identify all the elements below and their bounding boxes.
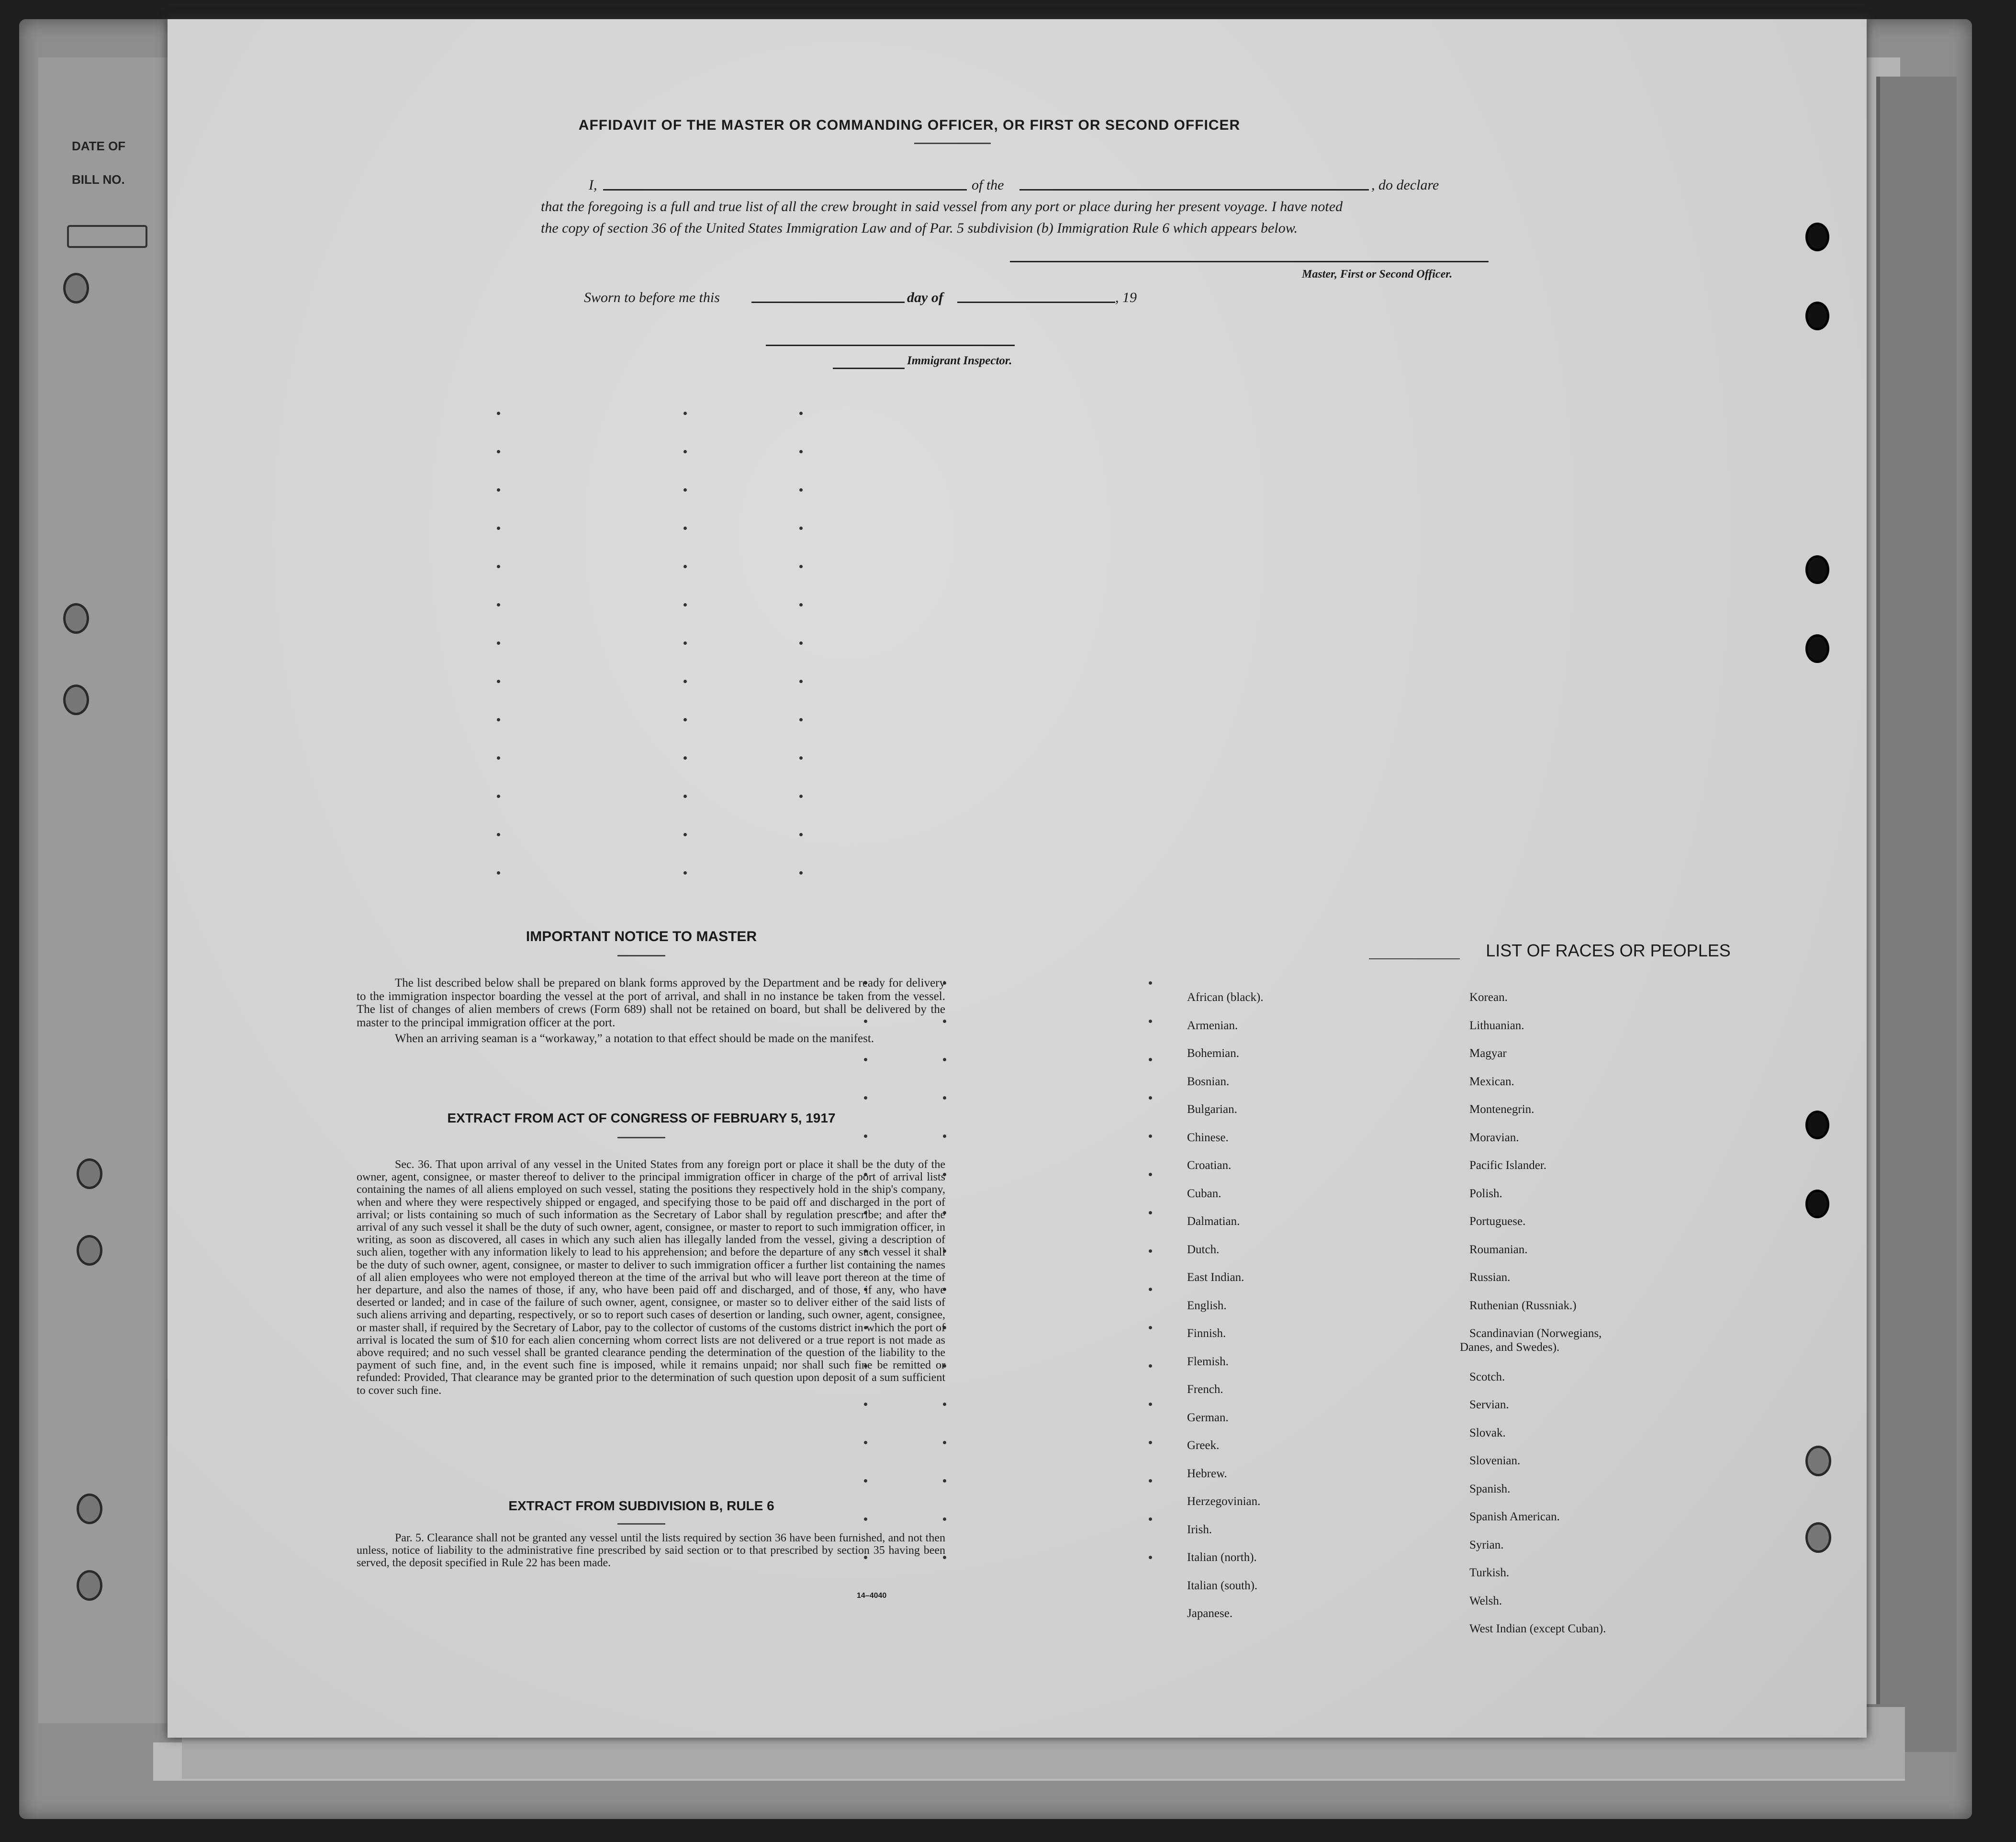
act-extract-text [357, 1158, 945, 1397]
affidavit-i-label: I, [589, 177, 597, 193]
race-item: English. [1187, 1299, 1227, 1312]
race-item: Ruthenian (Russniak.) [1469, 1299, 1577, 1312]
dot [943, 1058, 946, 1061]
dot [943, 1517, 946, 1521]
sworn-label: Sworn to before me this [584, 290, 720, 305]
race-item: Bosnian. [1187, 1075, 1230, 1088]
dot [1149, 1211, 1152, 1214]
dot [799, 641, 803, 645]
dot [1149, 1517, 1152, 1521]
dot [683, 833, 687, 836]
race-item: Herzegovinian. [1187, 1495, 1261, 1508]
affidavit-do-declare: , do declare [1371, 177, 1439, 193]
dot [799, 833, 803, 836]
notice-paragraph-1: The list described below shall be prepared on blank forms approved by the Department and be ready for delivery to the immigration inspector boarding the vessel at the port of arrival, and shall in no instance be taken from the vessel. The list of changes of alien members of crews (Form 689) shall not be retained on board, but shall be delivered by the master to the principal immigration officer at the port. [357, 977, 945, 1029]
dot [1149, 1326, 1152, 1329]
punch-hole [63, 273, 89, 303]
dot [799, 565, 803, 568]
dot [497, 871, 500, 875]
punch-hole [1805, 1446, 1831, 1476]
margin-stamp-box [67, 225, 147, 248]
dot [864, 1058, 867, 1061]
act-extract-title: EXTRACT FROM ACT OF CONGRESS OF FEBRUARY 5, 1917 [447, 1111, 836, 1125]
inspector-rule [833, 368, 905, 369]
form-number: 14–4040 [857, 1592, 887, 1600]
dot [943, 1441, 946, 1444]
dot [799, 718, 803, 721]
punch-hole [1805, 223, 1829, 251]
dot [799, 680, 803, 683]
dot [683, 680, 687, 683]
dot [799, 756, 803, 760]
inspector-signature-field[interactable] [766, 345, 1015, 346]
race-item: Spanish American. [1469, 1510, 1560, 1523]
race-item: Japanese. [1187, 1607, 1233, 1620]
race-item: Finnish. [1187, 1327, 1226, 1340]
dot [683, 641, 687, 645]
dot [683, 718, 687, 721]
race-item: Chinese. [1187, 1131, 1229, 1144]
dot [864, 1517, 867, 1521]
dot [497, 527, 500, 530]
dot [683, 756, 687, 760]
affidavit-line-2: that the foregoing is a full and true list of all the crew brought in said vessel from any port or place during her present voyage. I have noted [541, 199, 1343, 214]
dot [1149, 1403, 1152, 1406]
rule-extract-title: EXTRACT FROM SUBDIVISION B, RULE 6 [508, 1498, 774, 1513]
dot [864, 1479, 867, 1483]
race-item: Turkish. [1469, 1566, 1510, 1579]
punch-hole [77, 1158, 102, 1189]
race-item: Slovak. [1469, 1426, 1506, 1439]
signature-caption: Master, First or Second Officer. [1302, 268, 1453, 281]
manifest-sheet [168, 19, 1867, 1738]
dot [943, 1403, 946, 1406]
dot [799, 527, 803, 530]
dot [497, 641, 500, 645]
dot [943, 1134, 946, 1138]
race-item: Greek. [1187, 1439, 1220, 1452]
race-item: Servian. [1469, 1398, 1509, 1411]
dot [943, 1479, 946, 1483]
act-section-36: Sec. 36. That upon arrival of any vessel in the United States from any foreign port or place it shall be the duty of the owner, agent, consignee, or master thereof to deliver to the principal immigration officer in charge of the port of arrival lists containing the names of all aliens employed on such vessel, stating the positions they respectively hold in the ship's company, when and where they were respectively shipped or engaged, and specifying those to be paid off and discharged in the port of arrival; or lists containing so much of such information as the Secretary of Labor shall by regulation prescribe; and after the arrival of any such vessel it shall be the duty of such owner, agent, consignee, or master to report to such immigration officer, in writing, as soon as discovered, all cases in which any such alien has illegally landed from the vessel, giving a description of such alien, together with any information likely to lead to his apprehension; and before the departure of any such vessel it shall be the duty of such owner, agent, consignee, or master to deliver to such immigration officer a further list containing the names of all alien employees who were not employed thereon at the time of the arrival but who will leave port thereon at the time of her departure, and also the names of those, if any, who have been paid off and discharged, and of those, if any, who have deserted or landed; and in case of the failure of such owner, agent, consignee, or master so to deliver either of the said lists of such aliens arriving and departing, respectively, or so to report such cases of desertion or landing, such owner, agent, consignee, or master shall, if required by the Secretary of Labor, pay to the collector of customs of the customs district in which the port of arrival is located the sum of $10 for each alien concerning whom correct lists are not delivered or a true report is not made as above required; and no such vessel shall be granted clearance pending the determination of the question of the liability to the payment of such fine, and, in the event such fine is imposed, while it remains unpaid; nor shall such fine be remitted or refunded: Provided, That clearance may be granted prior to the determination of such question upon deposit of a sum sufficient to cover such fine. [357, 1158, 945, 1397]
inspector-caption: Immigrant Inspector. [907, 354, 1012, 367]
race-item: African (black). [1187, 991, 1264, 1004]
dot [1149, 1249, 1152, 1253]
race-item: German. [1187, 1411, 1229, 1424]
dot [497, 795, 500, 798]
dot [864, 1403, 867, 1406]
race-item: Hebrew. [1187, 1467, 1227, 1480]
dot [1149, 1556, 1152, 1559]
dot [1149, 1134, 1152, 1138]
affidavit-of-the: of the [972, 177, 1004, 193]
punch-hole [77, 1570, 102, 1601]
master-signature-field[interactable] [1010, 261, 1489, 262]
dot [497, 450, 500, 453]
dot [1149, 1058, 1152, 1061]
race-item: Montenegrin. [1469, 1103, 1534, 1116]
punch-hole [1805, 634, 1829, 663]
dot [1149, 1020, 1152, 1023]
affidavit-title: AFFIDAVIT OF THE MASTER OR COMMANDING OFFICER, OR FIRST OR SECOND OFFICER [578, 117, 1241, 133]
race-item: Polish. [1469, 1187, 1502, 1200]
race-item: Magyar [1469, 1047, 1507, 1060]
punch-hole [1805, 302, 1829, 330]
race-item: Bohemian. [1187, 1047, 1240, 1060]
punch-hole [1805, 1522, 1831, 1553]
master-name-field[interactable] [603, 189, 967, 191]
dot [799, 450, 803, 453]
race-item: Italian (north). [1187, 1551, 1257, 1564]
race-item: Spanish. [1469, 1482, 1511, 1495]
punch-hole [1805, 1111, 1829, 1139]
race-item: Scotch. [1469, 1370, 1505, 1383]
dot [864, 1096, 867, 1100]
race-item: Danes, and Swedes). [1460, 1340, 1560, 1354]
dot [1149, 981, 1152, 985]
dot [1149, 1479, 1152, 1483]
dot [497, 833, 500, 836]
race-item: Irish. [1187, 1523, 1212, 1536]
dot [1149, 1288, 1152, 1291]
punch-hole [63, 685, 89, 715]
punch-hole [1805, 1190, 1829, 1218]
dot [497, 488, 500, 492]
races-divider [1369, 958, 1460, 959]
rule-paragraph-5: Par. 5. Clearance shall not be granted any vessel until the lists required by section 36 have been furnished, and not then unless, notice of liability to the administrative fine prescribed by said section or to that prescribed by section 35 having been served, the deposit specified in Rule 22 has been made. [357, 1532, 945, 1569]
dot [864, 1441, 867, 1444]
dot [683, 412, 687, 415]
race-item: Syrian. [1469, 1538, 1504, 1551]
punch-hole [1805, 555, 1829, 584]
rule-divider [617, 1523, 665, 1525]
dot [799, 603, 803, 607]
race-item: Armenian. [1187, 1019, 1238, 1032]
race-item: Bulgarian. [1187, 1103, 1237, 1116]
dot [799, 795, 803, 798]
dot [497, 756, 500, 760]
race-item: Korean. [1469, 991, 1508, 1004]
race-item: Mexican. [1469, 1075, 1514, 1088]
race-item: French. [1187, 1383, 1223, 1396]
rule-extract-text [357, 1532, 945, 1569]
race-item: Dutch. [1187, 1243, 1220, 1256]
dot [683, 450, 687, 453]
act-divider [617, 1137, 665, 1138]
race-item: Roumanian. [1469, 1243, 1528, 1256]
margin-bill-no: BILL NO. [72, 172, 125, 187]
race-item: Portuguese. [1469, 1215, 1526, 1228]
dot [799, 871, 803, 875]
race-item: Slovenian. [1469, 1454, 1521, 1467]
race-item: East Indian. [1187, 1271, 1244, 1284]
punch-hole [77, 1494, 102, 1524]
dot [1149, 1441, 1152, 1444]
sworn-day-field[interactable] [751, 302, 905, 303]
race-item: Flemish. [1187, 1355, 1229, 1368]
dot [683, 488, 687, 492]
binder-edge-right [1876, 77, 1957, 1752]
year-prefix: , 19 [1115, 290, 1137, 305]
margin-date-of: DATE OF [72, 139, 126, 153]
dot [497, 565, 500, 568]
punch-hole [77, 1235, 102, 1266]
dot [497, 718, 500, 721]
dot [799, 412, 803, 415]
race-item: Moravian. [1469, 1131, 1519, 1144]
dot [497, 680, 500, 683]
dot [683, 795, 687, 798]
dot [497, 412, 500, 415]
dot [799, 488, 803, 492]
title-divider [914, 143, 991, 144]
affidavit-line-3: the copy of section 36 of the United States Immigration Law and of Par. 5 subdivision (b) Immigration Rule 6 which appears below. [541, 220, 1298, 236]
race-item: Italian (south). [1187, 1579, 1258, 1592]
race-item: Pacific Islander. [1469, 1159, 1547, 1172]
dot [683, 565, 687, 568]
race-item: West Indian (except Cuban). [1469, 1622, 1606, 1635]
dot [943, 1096, 946, 1100]
race-item: Croatian. [1187, 1159, 1232, 1172]
race-item: Scandinavian (Norwegians, [1469, 1327, 1602, 1340]
dot [1149, 1173, 1152, 1176]
dot [683, 871, 687, 875]
notice-text [357, 977, 945, 1045]
dot [497, 603, 500, 607]
race-item: Russian. [1469, 1271, 1511, 1284]
race-item: Lithuanian. [1469, 1019, 1524, 1032]
punch-hole [63, 603, 89, 634]
sworn-month-field[interactable] [957, 302, 1115, 303]
dot [1149, 1364, 1152, 1368]
day-of-label: day of [907, 290, 943, 305]
dot [683, 603, 687, 607]
dot [683, 527, 687, 530]
notice-title: IMPORTANT NOTICE TO MASTER [526, 929, 757, 944]
vessel-name-field[interactable] [1019, 189, 1369, 191]
race-item: Cuban. [1187, 1187, 1221, 1200]
dot [1149, 1096, 1152, 1100]
races-title: LIST OF RACES OR PEOPLES [1486, 941, 1731, 960]
race-item: Dalmatian. [1187, 1215, 1240, 1228]
notice-paragraph-2: When an arriving seaman is a “workaway,” a notation to that effect should be made on the manifest. [395, 1032, 874, 1045]
notice-divider [617, 955, 665, 956]
race-item: Welsh. [1469, 1594, 1502, 1607]
dot [864, 1134, 867, 1138]
